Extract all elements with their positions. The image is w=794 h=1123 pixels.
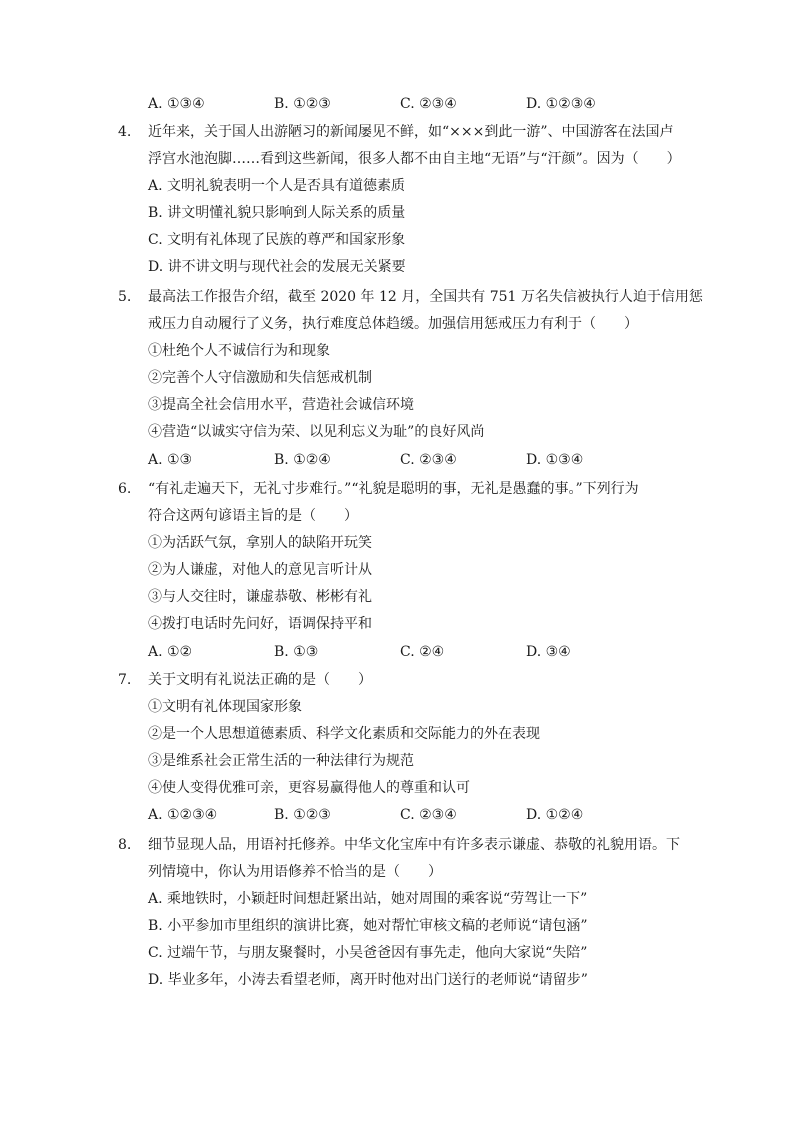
q5-option-a[interactable]: A. ①③ [148, 452, 193, 468]
q8-stem-line-2: 列情境中，你认为用语修养不恰当的是（ ） [148, 864, 442, 880]
q5-item-4: ④营造“以诚实守信为荣、以见利忘义为耻”的良好风尚 [148, 424, 485, 440]
q4-stem-line-2: 浮宫水池泡脚……看到这些新闻，很多人都不由自主地“无语”与“汗颜”。因为（ ） [148, 151, 681, 167]
q6-option-d[interactable]: D. ③④ [526, 644, 571, 660]
q5-option-d[interactable]: D. ①③④ [526, 452, 584, 468]
q5-stem-line-2: 戒压力自动履行了义务，执行难度总体趋缓。加强信用惩戒压力有利于（ ） [148, 316, 638, 332]
q3-option-d[interactable]: D. ①②③④ [526, 96, 596, 112]
q8-choice-a[interactable]: A. 乘地铁时，小颖赶时间想赶紧出站，她对周围的乘客说“劳驾让一下” [148, 891, 588, 907]
q3-option-a[interactable]: A. ①③④ [148, 96, 205, 112]
q5-option-c[interactable]: C. ②③④ [400, 452, 457, 468]
q7-item-4: ④使人变得优雅可亲，更容易赢得他人的尊重和认可 [148, 780, 470, 796]
q6-item-4: ④拨打电话时先问好，语调保持平和 [148, 616, 372, 632]
q5-stem-line-1: 最高法工作报告介绍，截至 2020 年 12 月，全国共有 751 万名失信被执行人迫于信用惩 [148, 289, 703, 305]
q8-choice-c[interactable]: C. 过端午节，与朋友聚餐时，小吴爸爸因有事先走，他向大家说“失陪” [148, 945, 588, 961]
q7-option-b[interactable]: B. ①②③ [274, 807, 331, 823]
q5-item-1: ①杜绝个人不诚信行为和现象 [148, 343, 330, 359]
q3-option-c[interactable]: C. ②③④ [400, 96, 457, 112]
q4-number: 4. [118, 124, 132, 140]
q3-option-b[interactable]: B. ①②③ [274, 96, 331, 112]
q7-item-3: ③是维系社会正常生活的一种法律行为规范 [148, 753, 414, 769]
q5-option-b[interactable]: B. ①②④ [274, 452, 331, 468]
q7-options [148, 802, 688, 829]
q4-choice-c[interactable]: C. 文明有礼体现了民族的尊严和国家形象 [148, 232, 406, 248]
q5-item-2: ②完善个人守信激励和失信惩戒机制 [148, 370, 372, 386]
q7-item-2: ②是一个人思想道德素质、科学文化素质和交际能力的外在表现 [148, 726, 540, 742]
q7-option-c[interactable]: C. ②③④ [400, 807, 457, 823]
q7-item-1: ①文明有礼体现国家形象 [148, 699, 302, 715]
q5-item-3: ③提高全社会信用水平，营造社会诚信环境 [148, 397, 414, 413]
q6-stem-line-1: “有礼走遍天下，无礼寸步难行。”“礼貌是聪明的事，无礼是愚蠢的事。”下列行为 [148, 481, 639, 497]
q6-option-c[interactable]: C. ②④ [400, 644, 445, 660]
q3-options [148, 91, 688, 118]
q7-number: 7. [118, 672, 132, 688]
q4-stem-line-1: 近年来，关于国人出游陋习的新闻屡见不鲜，如“×××到此一游”、中国游客在法国卢 [148, 124, 674, 140]
q7-stem-line-1: 关于文明有礼说法正确的是（ ） [148, 672, 372, 688]
q4-choice-a[interactable]: A. 文明礼貌表明一个人是否具有道德素质 [148, 178, 406, 194]
q4-choice-b[interactable]: B. 讲文明懂礼貌只影响到人际关系的质量 [148, 205, 406, 221]
q5-number: 5. [118, 289, 132, 305]
q7-option-a[interactable]: A. ①②③④ [148, 807, 218, 823]
q4-choice-d[interactable]: D. 讲不讲文明与现代社会的发展无关紧要 [148, 259, 406, 275]
q6-option-a[interactable]: A. ①② [148, 644, 193, 660]
q6-item-2: ②为人谦虚，对他人的意见言听计从 [148, 562, 372, 578]
q8-choice-b[interactable]: B. 小平参加市里组织的演讲比赛，她对帮忙审核文稿的老师说“请包涵” [148, 918, 588, 934]
q6-item-1: ①为活跃气氛，拿别人的缺陷开玩笑 [148, 535, 372, 551]
q6-item-3: ③与人交往时，谦虚恭敬、彬彬有礼 [148, 589, 372, 605]
q8-choice-d[interactable]: D. 毕业多年，小涛去看望老师，离开时他对出门送行的老师说“请留步” [148, 972, 588, 988]
q5-options [148, 447, 688, 474]
q6-options [148, 639, 688, 666]
q6-option-b[interactable]: B. ①③ [274, 644, 319, 660]
q7-option-d[interactable]: D. ①②④ [526, 807, 584, 823]
q8-number: 8. [118, 837, 132, 853]
q6-number: 6. [118, 481, 132, 497]
q8-stem-line-1: 细节显现人品，用语衬托修养。中华文化宝库中有许多表示谦虚、恭敬的礼貌用语。下 [148, 837, 680, 853]
q6-stem-line-2: 符合这两句谚语主旨的是（ ） [148, 508, 358, 524]
